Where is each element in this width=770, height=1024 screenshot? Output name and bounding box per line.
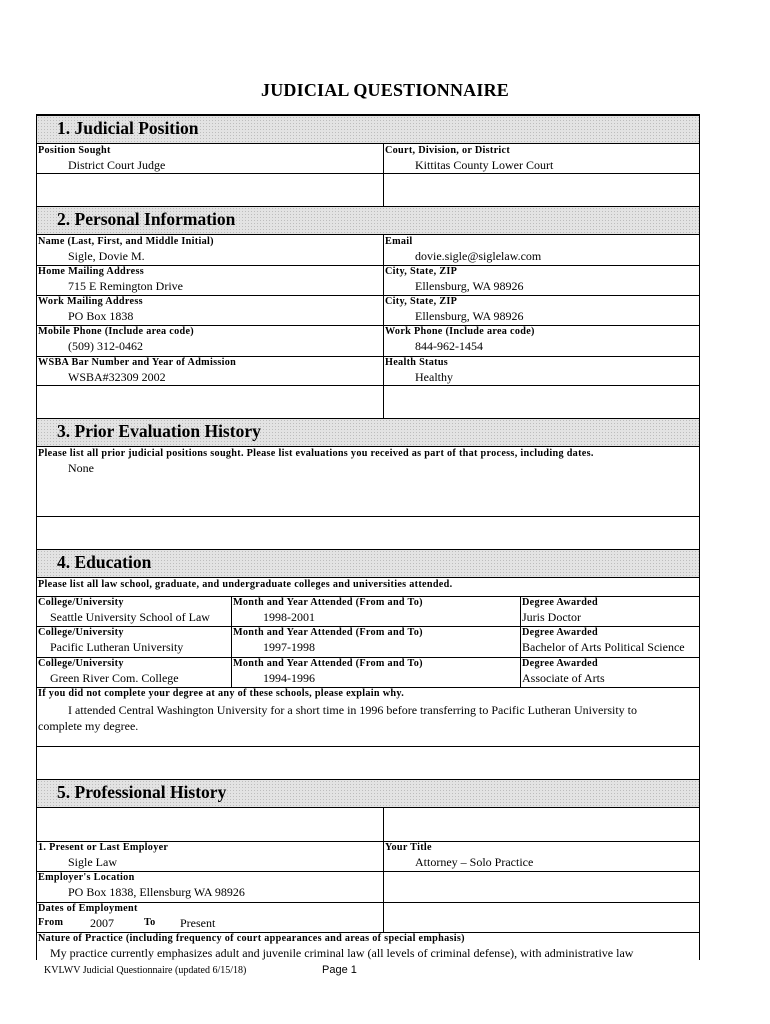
row-divider <box>37 871 699 872</box>
section-title: 5. Professional History <box>57 782 227 802</box>
section-header-prior-evaluation <box>37 418 699 447</box>
footer-form-name: KVLWV Judicial Questionnaire (updated 6/15/18) <box>44 965 247 976</box>
name-value: Sigle, Dovie M. <box>68 249 145 263</box>
employer-value: Sigle Law <box>68 855 117 869</box>
court-label: Court, Division, or District <box>385 145 511 156</box>
explain-question: If you did not complete your degree at any of these schools, please explain why. <box>38 688 405 699</box>
section-title: 2. Personal Information <box>57 209 236 229</box>
nature-of-practice-label: Nature of Practice (including frequency of court appearances and areas of special emphasis) <box>38 933 465 944</box>
attended-label: Month and Year Attended (From and To) <box>233 658 423 669</box>
degree-value: Bachelor of Arts Political Science <box>522 640 685 654</box>
blank-row <box>37 516 699 550</box>
questionnaire-form <box>36 114 700 960</box>
work-address-value: PO Box 1838 <box>68 309 134 323</box>
college-label: College/University <box>38 658 124 669</box>
college-value: Pacific Lutheran University <box>50 640 184 654</box>
section-title: 1. Judicial Position <box>57 118 199 138</box>
page-number: Page 1 <box>322 964 357 976</box>
divider <box>520 596 521 688</box>
your-title-value: Attorney – Solo Practice <box>415 855 534 869</box>
attended-label: Month and Year Attended (From and To) <box>233 627 423 638</box>
from-label: From <box>38 917 64 928</box>
to-label: To <box>144 917 156 928</box>
work-phone-value: 844-962-1454 <box>415 339 483 353</box>
degree-value: Associate of Arts <box>522 671 605 685</box>
attended-label: Month and Year Attended (From and To) <box>233 597 423 608</box>
email-value: dovie.sigle@siglelaw.com <box>415 249 542 263</box>
section-header-education <box>37 549 699 578</box>
prior-positions-answer: None <box>68 461 94 475</box>
home-city-state-zip-label: City, State, ZIP <box>385 266 458 277</box>
section-title: 4. Education <box>57 552 152 572</box>
wsba-value: WSBA#32309 2002 <box>68 370 166 384</box>
your-title-label: Your Title <box>385 842 432 853</box>
nature-of-practice-value: My practice currently emphasizes adult and juvenile criminal law (all levels of criminal defense), with administrative law <box>50 946 634 960</box>
work-city-state-zip-value: Ellensburg, WA 98926 <box>415 309 524 323</box>
blank-row <box>37 385 699 419</box>
section-header-personal-information <box>37 206 699 235</box>
degree-label: Degree Awarded <box>522 658 598 669</box>
from-value: 2007 <box>90 916 114 930</box>
employer-location-value: PO Box 1838, Ellensburg WA 98926 <box>68 885 245 899</box>
wsba-label: WSBA Bar Number and Year of Admission <box>38 357 237 368</box>
education-instruction: Please list all law school, graduate, and undergraduate colleges and universities attended. <box>38 579 453 590</box>
section-header-judicial-position <box>37 115 699 144</box>
home-address-label: Home Mailing Address <box>38 266 144 277</box>
college-label: College/University <box>38 597 124 608</box>
section-header-professional-history <box>37 779 699 808</box>
blank-row <box>37 746 699 780</box>
degree-label: Degree Awarded <box>522 597 598 608</box>
work-phone-label: Work Phone (Include area code) <box>385 326 535 337</box>
degree-label: Degree Awarded <box>522 627 598 638</box>
home-address-value: 715 E Remington Drive <box>68 279 183 293</box>
attended-value: 1997-1998 <box>263 640 315 654</box>
health-status-value: Healthy <box>415 370 453 384</box>
position-sought-value: District Court Judge <box>68 158 166 172</box>
blank-row <box>37 173 699 207</box>
document-title: JUDICIAL QUESTIONNAIRE <box>261 80 509 100</box>
explain-answer: I attended Central Washington University for a short time in 1996 before transferring to Pacific Lutheran University to complete my degree. <box>38 703 637 733</box>
employer-label: 1. Present or Last Employer <box>38 842 169 853</box>
health-status-label: Health Status <box>385 357 449 368</box>
college-value: Green River Com. College <box>50 671 179 685</box>
degree-value: Juris Doctor <box>522 610 581 624</box>
position-sought-label: Position Sought <box>38 145 111 156</box>
attended-value: 1998-2001 <box>263 610 315 624</box>
divider <box>231 596 232 688</box>
mobile-phone-value: (509) 312-0462 <box>68 339 143 353</box>
attended-value: 1994-1996 <box>263 671 315 685</box>
mobile-phone-label: Mobile Phone (Include area code) <box>38 326 194 337</box>
email-label: Email <box>385 236 413 247</box>
section-title: 3. Prior Evaluation History <box>57 421 261 441</box>
college-value: Seattle University School of Law <box>50 610 210 624</box>
court-value: Kittitas County Lower Court <box>415 158 554 172</box>
to-value: Present <box>180 916 216 930</box>
work-address-label: Work Mailing Address <box>38 296 143 307</box>
college-label: College/University <box>38 627 124 638</box>
prior-positions-question: Please list all prior judicial positions sought. Please list evaluations you received as part of that process, including dates. <box>38 448 594 459</box>
name-label: Name (Last, First, and Middle Initial) <box>38 236 214 247</box>
dates-of-employment-label: Dates of Employment <box>38 903 138 914</box>
employer-location-label: Employer's Location <box>38 872 135 883</box>
work-city-state-zip-label: City, State, ZIP <box>385 296 458 307</box>
home-city-state-zip-value: Ellensburg, WA 98926 <box>415 279 524 293</box>
